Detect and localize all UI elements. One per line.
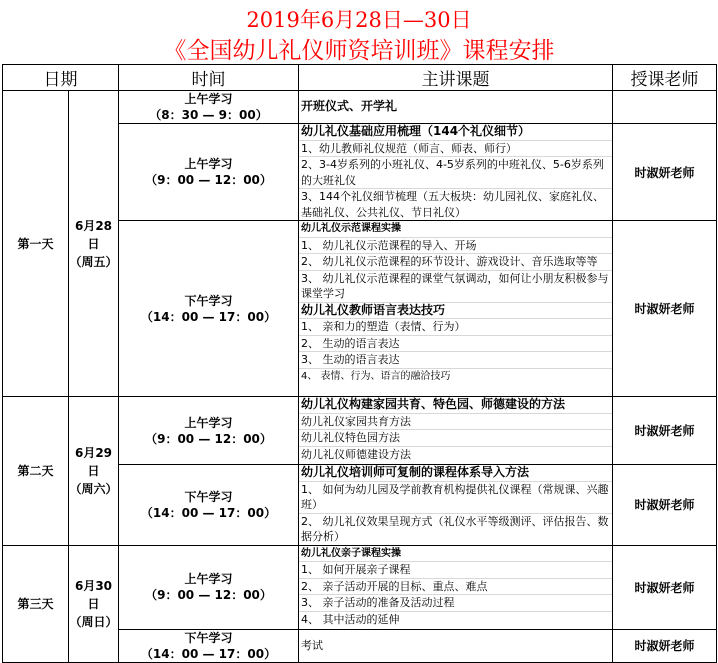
session-time — [119, 545, 299, 629]
session-time — [119, 221, 299, 397]
session-row — [3, 545, 717, 629]
session-time — [119, 124, 299, 221]
session-topics — [299, 465, 613, 546]
teacher-name: 时淑妍老师 — [613, 629, 717, 662]
topic-line: 4、 表情、行为、语言的融洽技巧 — [301, 370, 451, 382]
session-hours: （14：00 — 17：00） — [140, 505, 277, 520]
topic-line: 2、 幼儿礼仪效果呈现方式（礼仪水平等级测评、评估报告、数据分析） — [301, 514, 609, 543]
teacher-name: 时淑妍老师 — [613, 124, 717, 221]
topic-line: 3、 生动的语言表达 — [299, 352, 612, 369]
topic-line: 2、3-4岁系列的小班礼仪、4-5岁系列的中班礼仪、5-6岁系列的大班礼仪 — [299, 157, 612, 189]
topic-line: 考试 — [301, 638, 323, 652]
topic-line: 2、 亲子活动开展的目标、重点、难点 — [299, 579, 612, 596]
session-hours: （9：00 — 12：00） — [145, 588, 272, 602]
weekday-text: （周六） — [69, 481, 118, 496]
topic-line: 4、 其中活动的延伸 — [301, 612, 400, 626]
session-name: 下午学习 — [184, 293, 233, 308]
header-topic: 主讲课题 — [299, 65, 613, 91]
day-label: 第二天 — [3, 397, 69, 546]
session-topics — [299, 124, 613, 221]
topic-line: 3、 亲子活动的准备及活动过程 — [299, 595, 612, 612]
day-label: 第三天 — [3, 545, 69, 662]
day-date — [69, 397, 119, 546]
course-schedule-table — [2, 64, 717, 663]
session-topics — [299, 545, 613, 629]
topic-heading: 幼儿礼仪培训师可复制的课程体系导入方法 — [299, 465, 612, 482]
topic-line: 2、 幼儿礼仪示范课程的环节设计、游戏设计、音乐选取等等 — [299, 254, 612, 271]
session-time — [119, 629, 299, 662]
topic-line: 2、 生动的语言表达 — [299, 336, 612, 353]
topic-line: 幼儿礼仪家园共育方法 — [299, 414, 612, 431]
session-topics — [299, 629, 613, 662]
day-date — [69, 91, 119, 397]
topic-line: 1、 幼儿礼仪示范课程的导入、开场 — [299, 238, 612, 255]
topic-heading: 幼儿礼仪基础应用梳理（144个礼仪细节） — [299, 124, 612, 141]
session-name: 下午学习 — [184, 489, 233, 504]
session-name: 上午学习 — [184, 415, 233, 430]
topic-line: 1、 亲和力的塑造（表情、行为） — [299, 319, 612, 336]
teacher-name: 时淑妍老师 — [613, 221, 717, 397]
header-row — [3, 65, 717, 91]
weekday-text: （周五） — [69, 254, 118, 269]
topic-heading: 幼儿礼仪示范课程实操 — [299, 221, 612, 238]
header-date: 日期 — [3, 65, 119, 91]
topic-line: 1、幼儿教师礼仪规范（师言、师表、师行） — [299, 141, 612, 158]
teacher-name: 时淑妍老师 — [613, 465, 717, 546]
topic-heading: 幼儿礼仪教师语言表达技巧 — [299, 303, 612, 320]
topic-line: 1、 如何开展亲子课程 — [299, 562, 612, 579]
session-topics — [299, 221, 613, 397]
day-label: 第一天 — [3, 91, 69, 397]
header-time: 时间 — [119, 65, 299, 91]
teacher-name: 时淑妍老师 — [613, 545, 717, 629]
session-topics — [299, 91, 613, 124]
header-teacher: 授课老师 — [613, 65, 717, 91]
topic-line: 幼儿礼仪师德建设方法 — [301, 447, 411, 461]
session-time — [119, 397, 299, 465]
day-date — [69, 545, 119, 662]
topic-line: 1、 如何为幼儿园及学前教育机构提供礼仪课程（常规课、兴趣班） — [299, 482, 612, 514]
session-time — [119, 465, 299, 546]
session-name: 上午学习 — [184, 572, 233, 586]
topic-line: 开班仪式、开学礼 — [301, 99, 398, 114]
topic-line: 3、144个礼仪细节梳理（五大板块：幼儿园礼仪、家庭礼仪、基础礼仪、公共礼仪、节日礼仪） — [301, 190, 604, 219]
topic-line: 3、 幼儿礼仪示范课程的课堂气氛调动，如何让小朋友积极参与课堂学习 — [299, 271, 612, 303]
session-hours: （9：00 — 12：00） — [145, 431, 272, 446]
topic-heading: 幼儿礼仪亲子课程实操 — [299, 546, 612, 563]
teacher-name: 时淑妍老师 — [613, 397, 717, 465]
date-text: 6月30日 — [74, 578, 113, 611]
session-row — [3, 91, 717, 124]
weekday-text: （周日） — [69, 614, 118, 629]
topic-heading: 幼儿礼仪构建家园共育、特色园、师德建设的方法 — [299, 397, 612, 414]
session-hours: （8：30 — 9：00） — [149, 108, 268, 122]
session-hours: （9：00 — 12：00） — [145, 173, 272, 187]
date-text: 6月28日 — [74, 218, 113, 251]
schedule-title-course: 《全国幼儿礼仪师资培训班》课程安排 — [163, 38, 555, 64]
session-topics — [299, 397, 613, 465]
session-hours: （14：00 — 17：00） — [140, 309, 277, 324]
topic-line: 幼儿礼仪特色园方法 — [299, 430, 612, 447]
teacher-name — [613, 91, 717, 124]
session-time — [119, 91, 299, 124]
schedule-title-dates: 2019年6月28日—30日 — [246, 8, 472, 32]
session-row — [3, 397, 717, 465]
session-hours: （14：00 — 17：00） — [140, 646, 277, 661]
session-name: 上午学习 — [184, 92, 233, 106]
session-name: 上午学习 — [184, 157, 233, 171]
session-name: 下午学习 — [184, 630, 233, 645]
date-text: 6月29日 — [74, 445, 113, 478]
